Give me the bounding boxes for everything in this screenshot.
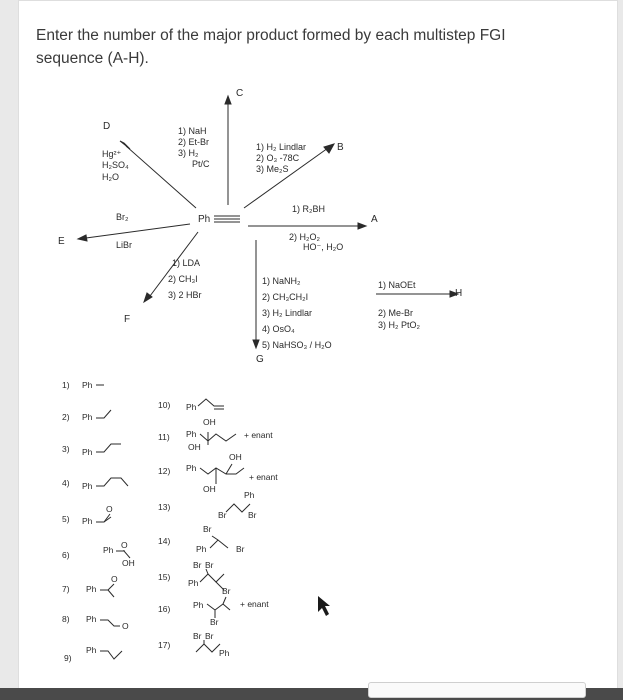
reagent-d-1: Hg²⁺ — [102, 149, 122, 159]
product-number-4: 4) — [62, 478, 70, 488]
left-structure-bonds — [96, 385, 130, 659]
product-number-3: 3) — [62, 444, 70, 454]
product-number-16: 16) — [158, 604, 171, 614]
p15-br-1: Br — [193, 560, 202, 570]
product-number-9: 9) — [64, 653, 72, 663]
reagent-f-2: 2) CH₃I — [168, 274, 198, 284]
p7-ph: Ph — [86, 584, 97, 594]
p11-enant: + enant — [244, 430, 273, 440]
p6-oh: OH — [122, 558, 135, 568]
reagent-h-1: 1) NaOEt — [378, 280, 416, 290]
p5-o: O — [106, 504, 113, 514]
p16-enant: + enant — [240, 599, 269, 609]
p15-ph: Ph — [188, 578, 199, 588]
reagent-b-2: 2) O₃ -78C — [256, 153, 300, 163]
reagent-a-2: 2) H₂O₂ — [289, 232, 320, 242]
p5-ph: Ph — [82, 516, 93, 526]
p13-ph: Ph — [244, 490, 255, 500]
p13-br-2: Br — [248, 510, 257, 520]
label-g: G — [256, 354, 264, 365]
question-text: Enter the number of the major product formed by each multistep FGI sequence (A-H). — [36, 27, 506, 67]
product-number-14: 14) — [158, 536, 171, 546]
p12-enant: + enant — [249, 472, 278, 482]
product-number-13: 13) — [158, 502, 171, 512]
p14-ph: Ph — [196, 544, 207, 554]
label-h: H — [455, 288, 463, 299]
p17-ph: Ph — [219, 648, 230, 658]
label-e: E — [58, 236, 65, 247]
p16-br-top: Br — [222, 586, 231, 596]
p1-ph: Ph — [82, 380, 93, 390]
reagent-c-2: 2) Et-Br — [178, 137, 210, 147]
reagent-a-1: 1) R₂BH — [292, 204, 325, 214]
p10-ph: Ph — [186, 402, 197, 412]
p11-oh-bottom: OH — [188, 442, 201, 452]
p7-o: O — [111, 574, 118, 584]
reagent-f-3: 3) 2 HBr — [168, 290, 202, 300]
p17-br-1: Br — [193, 631, 202, 641]
p8-o: O — [122, 621, 129, 631]
reagent-b-3: 3) Me₂S — [256, 164, 289, 174]
p3-ph: Ph — [82, 447, 93, 457]
product-number-7: 7) — [62, 584, 70, 594]
reagent-a-3: HO⁻, H₂O — [303, 242, 344, 252]
p4-ph: Ph — [82, 481, 93, 491]
answer-field[interactable] — [368, 682, 586, 698]
label-a: A — [371, 214, 378, 225]
reagent-g-4: 4) OsO₄ — [262, 324, 295, 334]
p15-br-2: Br — [205, 560, 214, 570]
reagent-c-4: Pt/C — [192, 159, 210, 169]
p14-br-1: Br — [203, 524, 212, 534]
p16-ph: Ph — [193, 600, 204, 610]
reagent-e-1: Br₂ — [116, 212, 129, 222]
p9-ph: Ph — [86, 645, 97, 655]
reagent-b-1: 1) H₂ Lindlar — [256, 142, 307, 152]
label-c: C — [236, 88, 244, 99]
p11-ph: Ph — [186, 429, 197, 439]
p8-ph: Ph — [86, 614, 97, 624]
product-number-11: 11) — [158, 432, 170, 442]
reagent-h-2: 2) Me-Br — [378, 308, 414, 318]
p6-ph: Ph — [103, 545, 114, 555]
product-number-2: 2) — [62, 412, 70, 422]
reagent-g-1: 1) NaNH₂ — [262, 276, 301, 286]
reagent-c-1: 1) NaH — [178, 126, 207, 136]
product-number-5: 5) — [62, 514, 70, 524]
p12-ph: Ph — [186, 463, 197, 473]
p13-br-1: Br — [218, 510, 227, 520]
product-number-8: 8) — [62, 614, 70, 624]
reagent-g-2: 2) CH₃CH₂I — [262, 292, 309, 302]
reagent-e-2: LiBr — [116, 240, 133, 250]
p11-oh-top: OH — [203, 417, 216, 427]
p14-br-2: Br — [236, 544, 245, 554]
reagent-d-2: H₂SO₄ — [102, 160, 129, 170]
product-number-17: 17) — [158, 640, 171, 650]
p12-oh-top: OH — [229, 452, 242, 462]
reagent-d-3: H₂O — [102, 172, 119, 182]
mouse-cursor-icon — [318, 596, 330, 616]
product-number-15: 15) — [158, 572, 171, 582]
p17-br-2: Br — [205, 631, 214, 641]
reagent-g-3: 3) H₂ Lindlar — [262, 308, 313, 318]
label-b: B — [337, 142, 344, 153]
product-number-12: 12) — [158, 466, 171, 476]
product-number-6: 6) — [62, 550, 70, 560]
product-number-1: 1) — [62, 380, 70, 390]
center-ph: Ph — [198, 214, 211, 225]
p16-br-bottom: Br — [210, 617, 219, 627]
reagent-g-5: 5) NaHSO₃ / H₂O — [262, 340, 332, 350]
p12-oh-bottom: OH — [203, 484, 216, 494]
p2-ph: Ph — [82, 412, 93, 422]
triple-bond — [214, 216, 240, 222]
reagent-f-1: 1) LDA — [172, 258, 201, 268]
reagent-h-3: 3) H₂ PtO₂ — [378, 320, 420, 330]
product-number-10: 10) — [158, 400, 171, 410]
p6-o: O — [121, 540, 128, 550]
label-f: F — [124, 314, 131, 325]
reagent-c-3: 3) H₂ — [178, 148, 199, 158]
label-d: D — [103, 121, 111, 132]
